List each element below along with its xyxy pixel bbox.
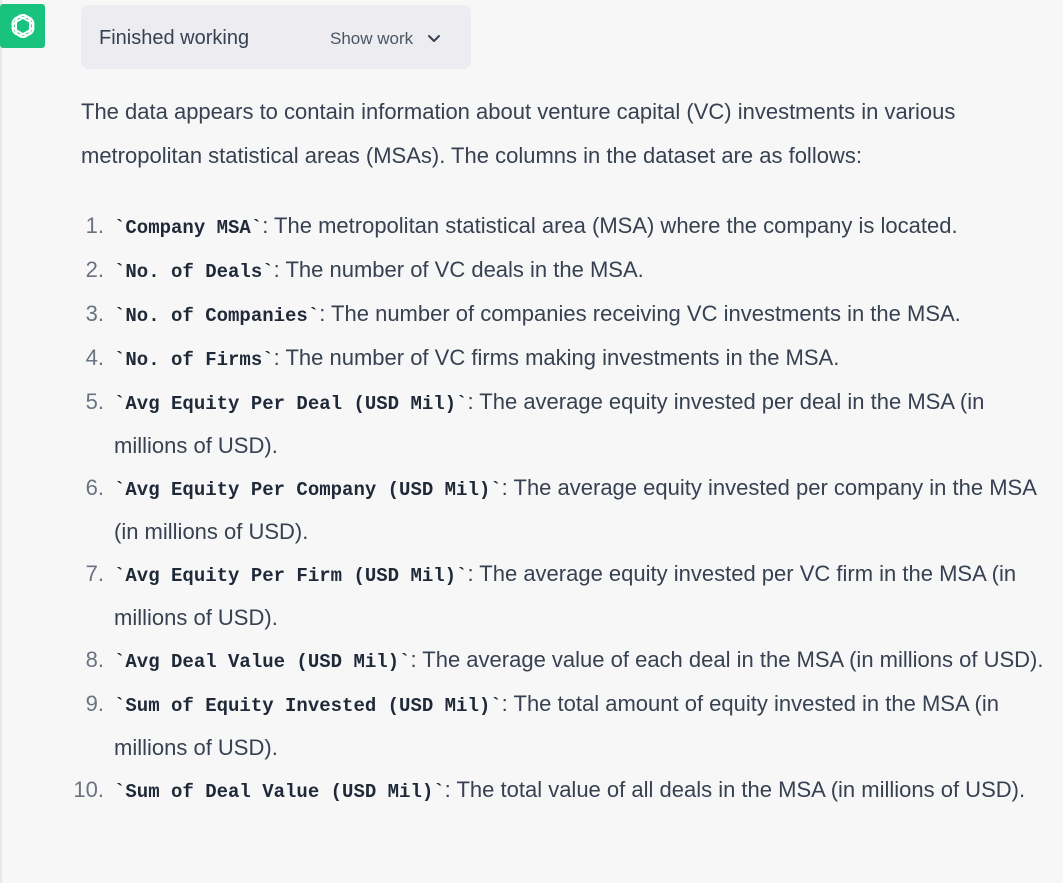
column-description: : The total amount of equity invested in the MSA (in millions of USD).: [114, 691, 999, 760]
column-description: : The average equity invested per deal in the MSA (in millions of USD).: [114, 389, 985, 458]
assistant-avatar: [0, 4, 45, 48]
list-item-number: 4.: [85, 345, 104, 370]
list-item: [0, 337, 1063, 381]
column-list: [0, 205, 1063, 813]
list-item-number: 10.: [73, 777, 104, 802]
column-description: : The average value of each deal in the MSA (in millions of USD).: [410, 647, 1044, 672]
show-work-label: Show work: [330, 29, 414, 48]
column-name: `No. of Companies`: [114, 305, 320, 327]
column-name: `Avg Equity Per Firm (USD Mil)`: [114, 565, 468, 587]
column-description: : The average equity invested per company in the MSA (in millions of USD).: [114, 475, 1036, 544]
show-work-button[interactable]: [330, 29, 441, 49]
column-description: : The number of VC firms making investments in the MSA.: [273, 345, 840, 370]
list-item-number: 3.: [85, 301, 104, 326]
column-description: : The average equity invested per VC firm in the MSA (in millions of USD).: [114, 561, 1017, 630]
work-status-panel: [81, 5, 471, 69]
list-item: [0, 381, 1063, 467]
column-name: `No. of Deals`: [114, 261, 274, 283]
column-name: `Avg Equity Per Company (USD Mil)`: [114, 479, 502, 501]
column-name: `Company MSA`: [114, 217, 263, 239]
column-description: : The number of VC deals in the MSA.: [273, 257, 644, 282]
list-item: [0, 249, 1063, 293]
list-item-number: 7.: [85, 561, 104, 586]
list-item: [0, 683, 1063, 769]
list-item-number: 8.: [85, 647, 104, 672]
column-name: `No. of Firms`: [114, 349, 274, 371]
list-item-number: 5.: [85, 389, 104, 414]
list-item: [0, 769, 1063, 813]
column-description: : The total value of all deals in the MSA (in millions of USD).: [444, 777, 1026, 802]
list-item-number: 9.: [85, 691, 104, 716]
list-item: [0, 205, 1063, 249]
list-item-number: 6.: [85, 475, 104, 500]
chevron-down-icon: [427, 34, 441, 44]
intro-paragraph: The data appears to contain information about venture capital (VC) investments in various metropolitan statistical areas (MSAs). The columns in the dataset are as follows:: [81, 99, 956, 168]
list-item-number: 2.: [85, 257, 104, 282]
list-item: [0, 293, 1063, 337]
list-item: [0, 467, 1063, 553]
list-item-number: 1.: [85, 213, 104, 238]
column-description: : The metropolitan statistical area (MSA) where the company is located.: [262, 213, 958, 238]
column-name: `Sum of Equity Invested (USD Mil)`: [114, 695, 502, 717]
column-name: `Sum of Deal Value (USD Mil)`: [114, 781, 445, 803]
column-description: : The number of companies receiving VC investments in the MSA.: [319, 301, 961, 326]
list-item: [0, 553, 1063, 639]
column-name: `Avg Deal Value (USD Mil)`: [114, 651, 411, 673]
column-name: `Avg Equity Per Deal (USD Mil)`: [114, 393, 468, 415]
status-label: Finished working: [99, 27, 250, 49]
list-item: [0, 639, 1063, 683]
openai-logo-icon: [8, 11, 38, 41]
